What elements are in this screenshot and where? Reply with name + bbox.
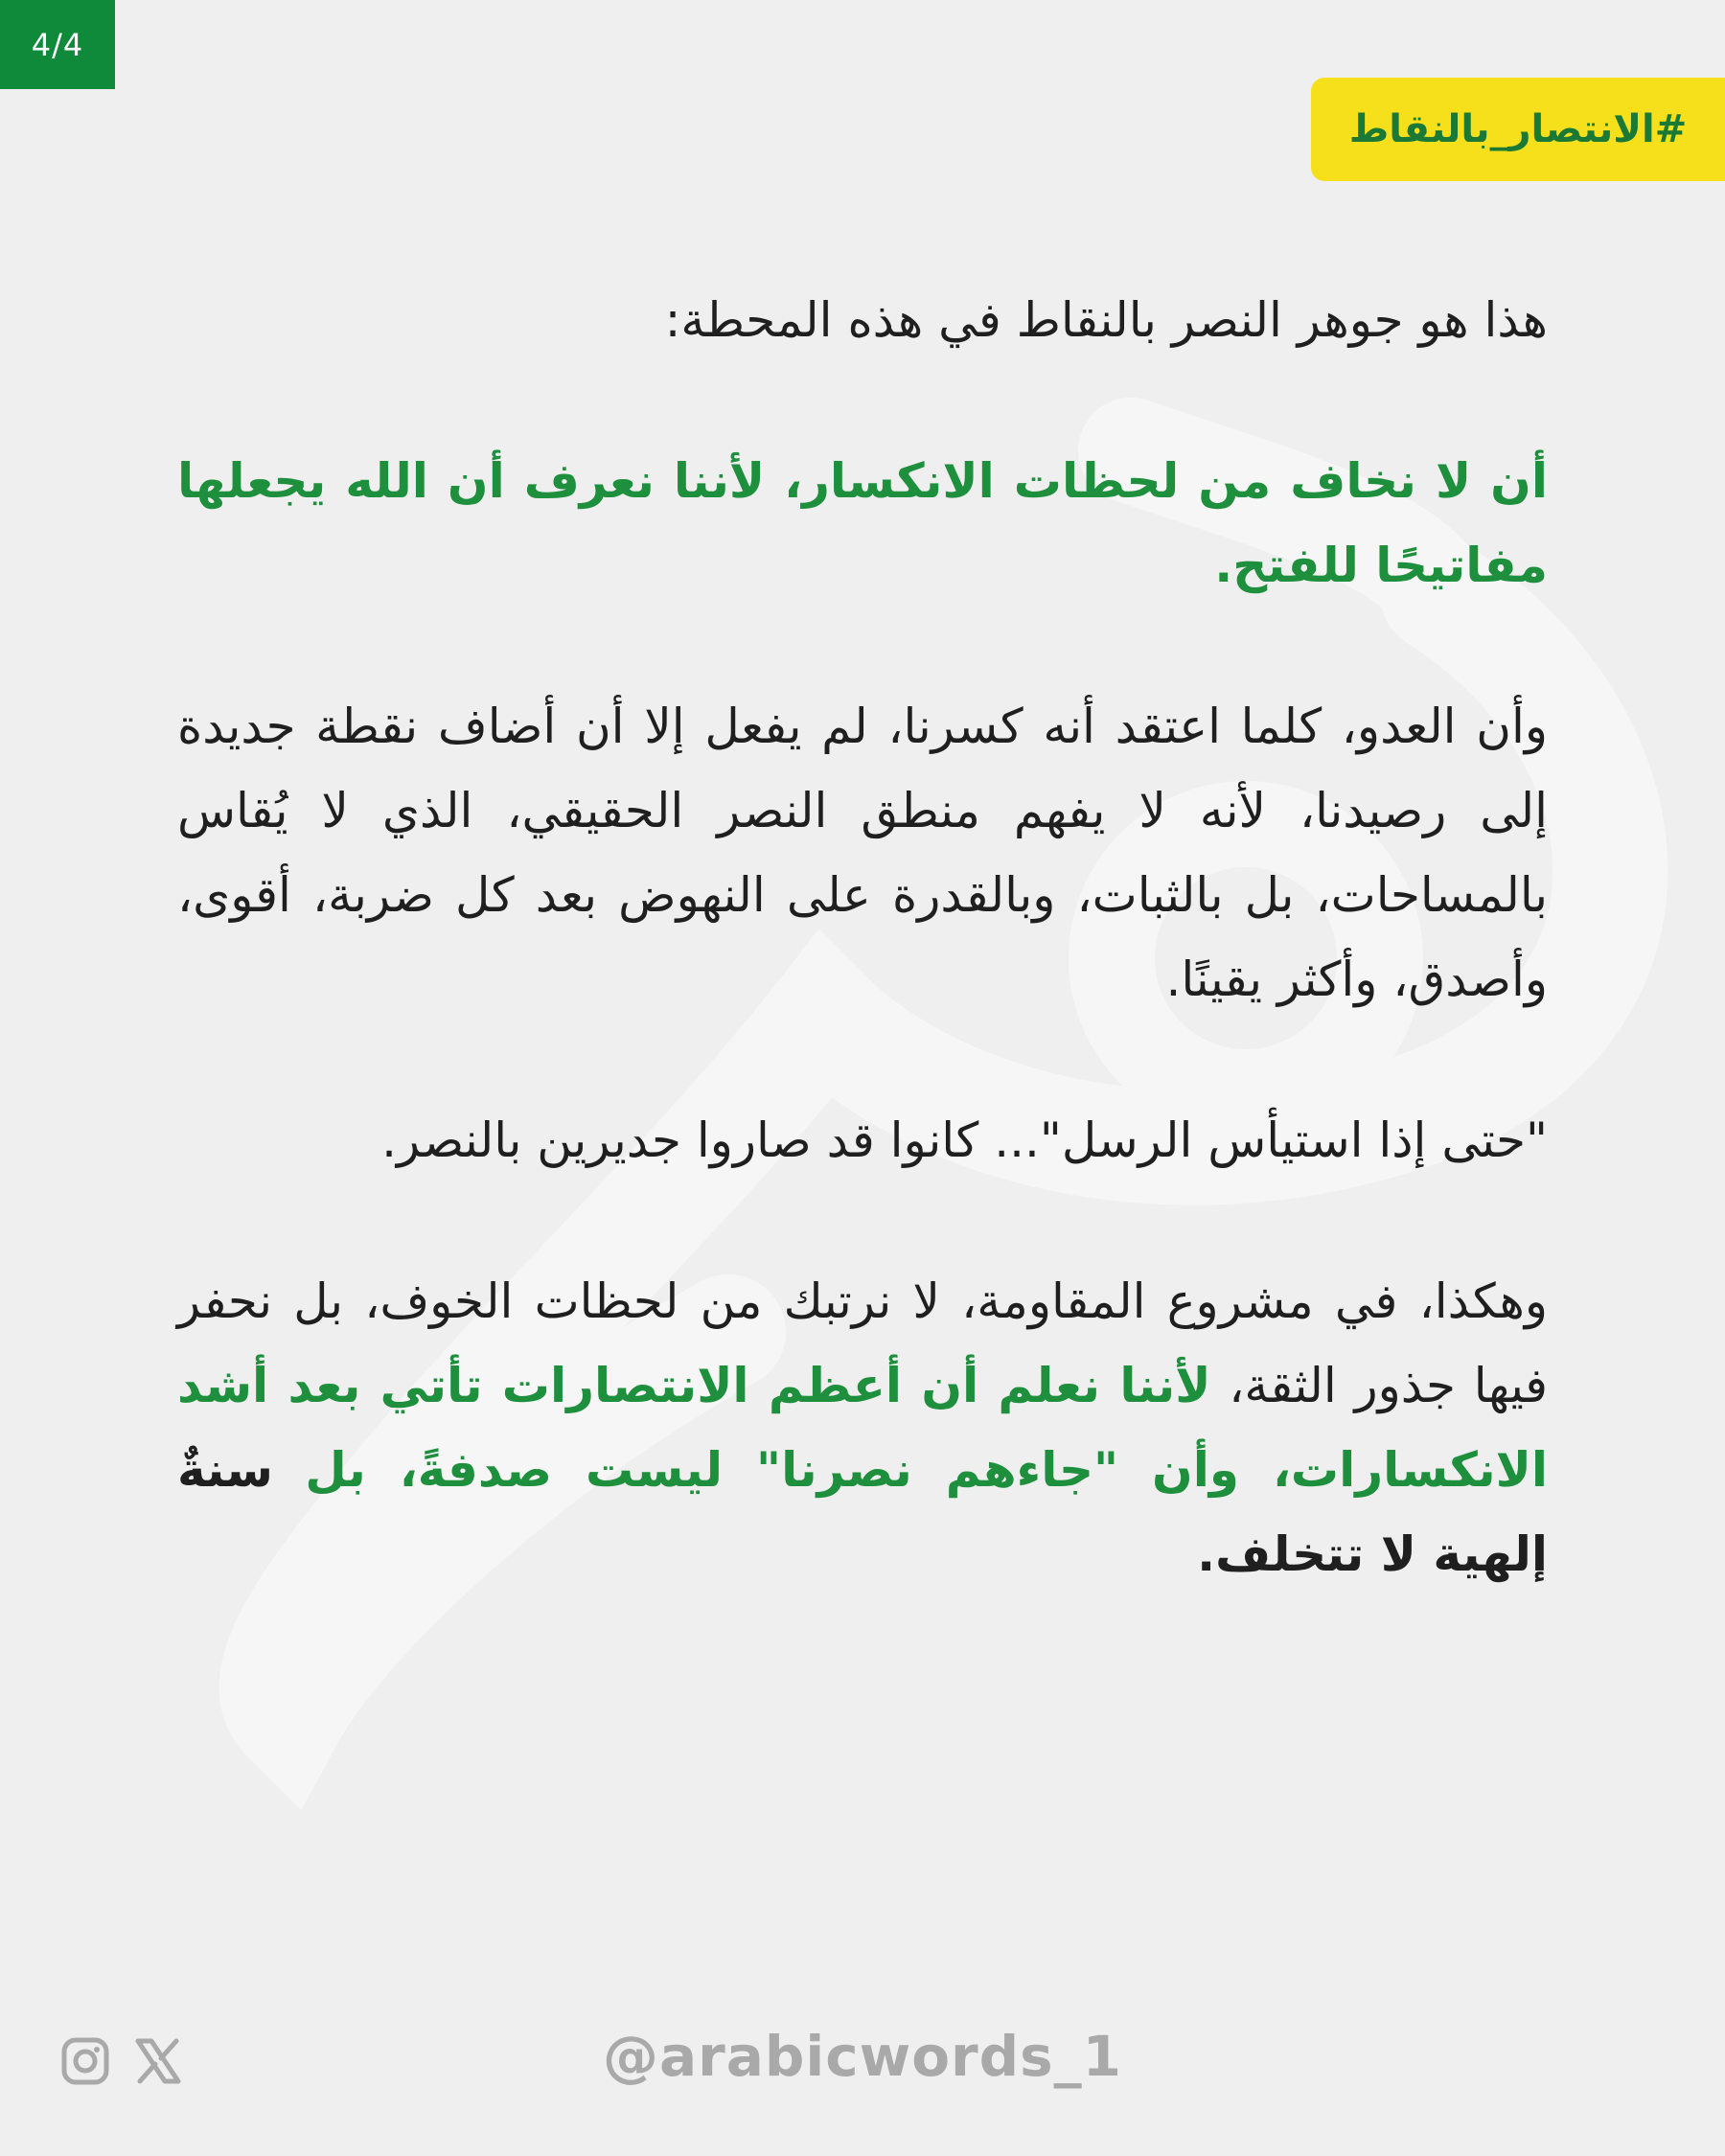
paragraph-highlight: أن لا نخاف من لحظات الانكسار، لأننا نعرف أن الله يجعلها مفاتيحًا للفتح. — [177, 453, 1548, 593]
conclusion-plain: وهكذا، في مشروع المقاومة، لا نرتبك من لحظات الخوف، بل نحفر فيها جذور الثقة، — [177, 1273, 1548, 1413]
conclusion-bold: سنةٌ إلهية لا تتخلف. — [177, 1442, 1548, 1582]
page-indicator: 4/4 — [0, 0, 115, 89]
article-body — [177, 278, 1548, 1673]
paragraph-quote: "حتى إذا استيأس الرسل"... كانوا قد صاروا جديرين بالنصر. — [381, 1112, 1548, 1168]
account-handle[interactable]: @arabicwords_1 — [602, 2024, 1123, 2089]
hashtag-label[interactable]: #الانتصار_بالنقاط — [1311, 78, 1725, 181]
conclusion-green: لأننا نعلم أن أعظم الانتصارات تأتي بعد أشد الانكسارات، وأن "جاءهم نصرنا" ليست صدفةً، بل — [177, 1358, 1548, 1498]
paragraph-conclusion — [177, 1259, 1548, 1596]
paragraph-intro: هذا هو جوهر النصر بالنقاط في هذه المحطة: — [664, 292, 1548, 348]
paragraph-enemy: وأن العدو، كلما اعتقد أنه كسرنا، لم يفعل إلا أن أضاف نقطة جديدة إلى رصيدنا، لأنه لا يفهم منطق النصر الحقيقي، الذي لا يُقاس بالمساحات، بل بالثبات، وبالقدرة على النهوض بعد كل ضربة، أقوى، وأصدق، وأكثر يقينًا. — [177, 699, 1548, 1007]
